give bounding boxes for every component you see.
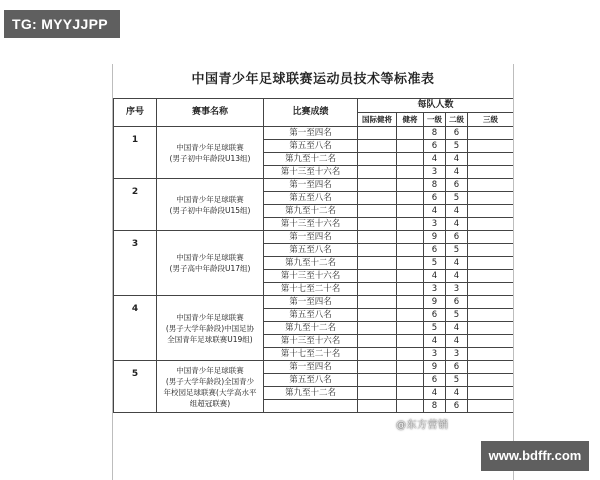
event-line: 中国青少年足球联赛 bbox=[176, 312, 244, 322]
cell-result: 第十三至十六名 bbox=[264, 166, 358, 179]
cell-intl bbox=[358, 387, 397, 400]
cell-level2: 6 bbox=[446, 400, 468, 413]
cell-master bbox=[397, 283, 424, 296]
cell-master bbox=[397, 205, 424, 218]
event-line: (男子高中年龄段U17组) bbox=[169, 264, 251, 273]
cell-level1: 6 bbox=[424, 140, 446, 153]
cell-level3 bbox=[468, 400, 514, 413]
cell-level1: 8 bbox=[424, 400, 446, 413]
cell-result: 第五至八名 bbox=[264, 309, 358, 322]
cell-level3 bbox=[468, 205, 514, 218]
cell-master bbox=[397, 140, 424, 153]
cell-level2: 4 bbox=[446, 322, 468, 335]
cell-result: 第九至十二名 bbox=[264, 205, 358, 218]
cell-intl bbox=[358, 361, 397, 374]
cell-level2: 4 bbox=[446, 166, 468, 179]
cell-seq: 2 bbox=[114, 179, 157, 231]
cell-level3 bbox=[468, 387, 514, 400]
cell-event bbox=[157, 179, 264, 231]
cell-master bbox=[397, 218, 424, 231]
cell-intl bbox=[358, 205, 397, 218]
cell-level3 bbox=[468, 192, 514, 205]
cell-level3 bbox=[468, 348, 514, 361]
cell-level1: 5 bbox=[424, 257, 446, 270]
cell-level3 bbox=[468, 309, 514, 322]
cell-seq: 3 bbox=[114, 231, 157, 296]
cell-level2: 4 bbox=[446, 218, 468, 231]
header-master: 健将 bbox=[397, 113, 424, 127]
cell-master bbox=[397, 309, 424, 322]
event-line: 全国青年足球联赛U19组) bbox=[167, 334, 253, 344]
cell-level3 bbox=[468, 322, 514, 335]
cell-intl bbox=[358, 192, 397, 205]
table-body bbox=[114, 127, 514, 413]
header-intl: 国际健将 bbox=[358, 113, 397, 127]
cell-result bbox=[264, 400, 358, 413]
cell-intl bbox=[358, 270, 397, 283]
cell-level1: 3 bbox=[424, 166, 446, 179]
cell-level3 bbox=[468, 179, 514, 192]
cell-master bbox=[397, 322, 424, 335]
cell-master bbox=[397, 335, 424, 348]
cell-level2: 6 bbox=[446, 127, 468, 140]
cell-level1: 9 bbox=[424, 361, 446, 374]
cell-level2: 4 bbox=[446, 153, 468, 166]
document-title: 中国青少年足球联赛运动员技术等标准表 bbox=[191, 72, 435, 87]
event-line: 中国青少年足球联赛 bbox=[176, 194, 244, 204]
cell-result: 第一至四名 bbox=[264, 231, 358, 244]
cell-level1: 5 bbox=[424, 322, 446, 335]
cell-master bbox=[397, 192, 424, 205]
watermark-tag-top: TG: MYYJJPP bbox=[4, 10, 120, 38]
cell-event bbox=[157, 296, 264, 361]
cell-master bbox=[397, 179, 424, 192]
cell-intl bbox=[358, 166, 397, 179]
cell-level1: 6 bbox=[424, 309, 446, 322]
cell-intl bbox=[358, 179, 397, 192]
event-line: 年校园足球联赛(大学高水平 bbox=[163, 387, 257, 397]
cell-level2: 5 bbox=[446, 192, 468, 205]
cell-intl bbox=[358, 257, 397, 270]
header-level2: 二级 bbox=[446, 113, 468, 127]
header-result: 比赛成绩 bbox=[264, 99, 358, 127]
cell-result: 第十七至二十名 bbox=[264, 283, 358, 296]
table-row bbox=[114, 231, 514, 244]
cell-level2: 4 bbox=[446, 257, 468, 270]
cell-level2: 6 bbox=[446, 179, 468, 192]
cell-level1: 8 bbox=[424, 127, 446, 140]
cell-level2: 6 bbox=[446, 361, 468, 374]
cell-level3 bbox=[468, 218, 514, 231]
cell-level1: 8 bbox=[424, 179, 446, 192]
cell-level1: 3 bbox=[424, 283, 446, 296]
watermark-text: @东方营销 bbox=[396, 420, 449, 431]
cell-master bbox=[397, 348, 424, 361]
cell-master bbox=[397, 400, 424, 413]
cell-level3 bbox=[468, 361, 514, 374]
cell-level2: 5 bbox=[446, 244, 468, 257]
cell-result: 第五至八名 bbox=[264, 140, 358, 153]
cell-level1: 3 bbox=[424, 348, 446, 361]
cell-level3 bbox=[468, 153, 514, 166]
cell-level3 bbox=[468, 166, 514, 179]
cell-level1: 3 bbox=[424, 218, 446, 231]
cell-level3 bbox=[468, 244, 514, 257]
cell-intl bbox=[358, 140, 397, 153]
cell-level2: 5 bbox=[446, 374, 468, 387]
cell-event bbox=[157, 127, 264, 179]
cell-level3 bbox=[468, 127, 514, 140]
cell-result: 第五至八名 bbox=[264, 192, 358, 205]
cell-result: 第一至四名 bbox=[264, 127, 358, 140]
cell-master bbox=[397, 257, 424, 270]
table-row bbox=[114, 361, 514, 374]
cell-intl bbox=[358, 400, 397, 413]
table-row bbox=[114, 179, 514, 192]
cell-master bbox=[397, 387, 424, 400]
cell-level2: 5 bbox=[446, 309, 468, 322]
header-event: 赛事名称 bbox=[157, 99, 264, 127]
cell-level3 bbox=[468, 231, 514, 244]
cell-master bbox=[397, 127, 424, 140]
cell-level1: 6 bbox=[424, 192, 446, 205]
cell-intl bbox=[358, 322, 397, 335]
cell-level1: 4 bbox=[424, 270, 446, 283]
cell-intl bbox=[358, 348, 397, 361]
cell-master bbox=[397, 166, 424, 179]
cell-level3 bbox=[468, 374, 514, 387]
cell-level3 bbox=[468, 283, 514, 296]
event-line: 中国青少年足球联赛 bbox=[176, 253, 244, 262]
cell-intl bbox=[358, 244, 397, 257]
event-line: 组超冠联赛) bbox=[189, 398, 231, 408]
cell-intl bbox=[358, 231, 397, 244]
cell-result: 第五至八名 bbox=[264, 374, 358, 387]
cell-level1: 6 bbox=[424, 244, 446, 257]
cell-intl bbox=[358, 335, 397, 348]
cell-level2: 5 bbox=[446, 140, 468, 153]
cell-intl bbox=[358, 153, 397, 166]
cell-result: 第九至十二名 bbox=[264, 257, 358, 270]
cell-level2: 4 bbox=[446, 387, 468, 400]
document-sheet bbox=[112, 64, 514, 480]
cell-level3 bbox=[468, 257, 514, 270]
event-line: (男子大学年龄段)中国足协 bbox=[165, 323, 255, 333]
cell-intl bbox=[358, 296, 397, 309]
cell-level3 bbox=[468, 296, 514, 309]
cell-level2: 4 bbox=[446, 270, 468, 283]
cell-level2: 3 bbox=[446, 348, 468, 361]
header-level1: 一级 bbox=[424, 113, 446, 127]
header-per-team: 每队人数 bbox=[358, 99, 514, 113]
cell-intl bbox=[358, 218, 397, 231]
cell-intl bbox=[358, 283, 397, 296]
cell-seq: 1 bbox=[114, 127, 157, 179]
cell-level1: 4 bbox=[424, 335, 446, 348]
cell-level1: 4 bbox=[424, 205, 446, 218]
cell-master bbox=[397, 374, 424, 387]
cell-master bbox=[397, 153, 424, 166]
event-line: (男子大学年龄段)全国青少 bbox=[165, 376, 255, 386]
site-url-tag: www.bdffr.com bbox=[481, 441, 589, 471]
event-line: 中国青少年足球联赛 bbox=[176, 142, 244, 152]
cell-master bbox=[397, 296, 424, 309]
cell-intl bbox=[358, 309, 397, 322]
cell-level3 bbox=[468, 270, 514, 283]
cell-result: 第一至四名 bbox=[264, 361, 358, 374]
cell-level1: 4 bbox=[424, 387, 446, 400]
cell-level1: 9 bbox=[424, 231, 446, 244]
cell-result: 第五至八名 bbox=[264, 244, 358, 257]
cell-result: 第十三至十六名 bbox=[264, 218, 358, 231]
cell-master bbox=[397, 270, 424, 283]
standards-table bbox=[113, 98, 514, 413]
header-seq: 序号 bbox=[114, 99, 157, 127]
cell-result: 第十三至十六名 bbox=[264, 270, 358, 283]
cell-intl bbox=[358, 374, 397, 387]
cell-seq: 4 bbox=[114, 296, 157, 361]
cell-level2: 6 bbox=[446, 231, 468, 244]
cell-level1: 4 bbox=[424, 153, 446, 166]
cell-master bbox=[397, 231, 424, 244]
cell-level1: 9 bbox=[424, 296, 446, 309]
cell-result: 第十三至十六名 bbox=[264, 335, 358, 348]
event-line: (男子初中年龄段U15组) bbox=[169, 205, 251, 215]
table-row bbox=[114, 127, 514, 140]
cell-event bbox=[157, 361, 264, 413]
cell-level2: 3 bbox=[446, 283, 468, 296]
cell-intl bbox=[358, 127, 397, 140]
cell-master bbox=[397, 361, 424, 374]
cell-level2: 4 bbox=[446, 205, 468, 218]
cell-event bbox=[157, 231, 264, 296]
header-level3: 三级 bbox=[468, 113, 514, 127]
cell-seq: 5 bbox=[114, 361, 157, 413]
table-row bbox=[114, 296, 514, 309]
event-line: (男子初中年龄段U13组) bbox=[169, 153, 251, 163]
cell-level2: 4 bbox=[446, 335, 468, 348]
cell-level3 bbox=[468, 335, 514, 348]
event-line: 中国青少年足球联赛 bbox=[176, 365, 244, 375]
cell-master bbox=[397, 244, 424, 257]
cell-result: 第九至十二名 bbox=[264, 322, 358, 335]
cell-result: 第一至四名 bbox=[264, 179, 358, 192]
cell-level3 bbox=[468, 140, 514, 153]
cell-result: 第九至十二名 bbox=[264, 387, 358, 400]
cell-result: 第一至四名 bbox=[264, 296, 358, 309]
cell-result: 第十七至二十名 bbox=[264, 348, 358, 361]
cell-result: 第九至十二名 bbox=[264, 153, 358, 166]
cell-level2: 6 bbox=[446, 296, 468, 309]
cell-level1: 6 bbox=[424, 374, 446, 387]
